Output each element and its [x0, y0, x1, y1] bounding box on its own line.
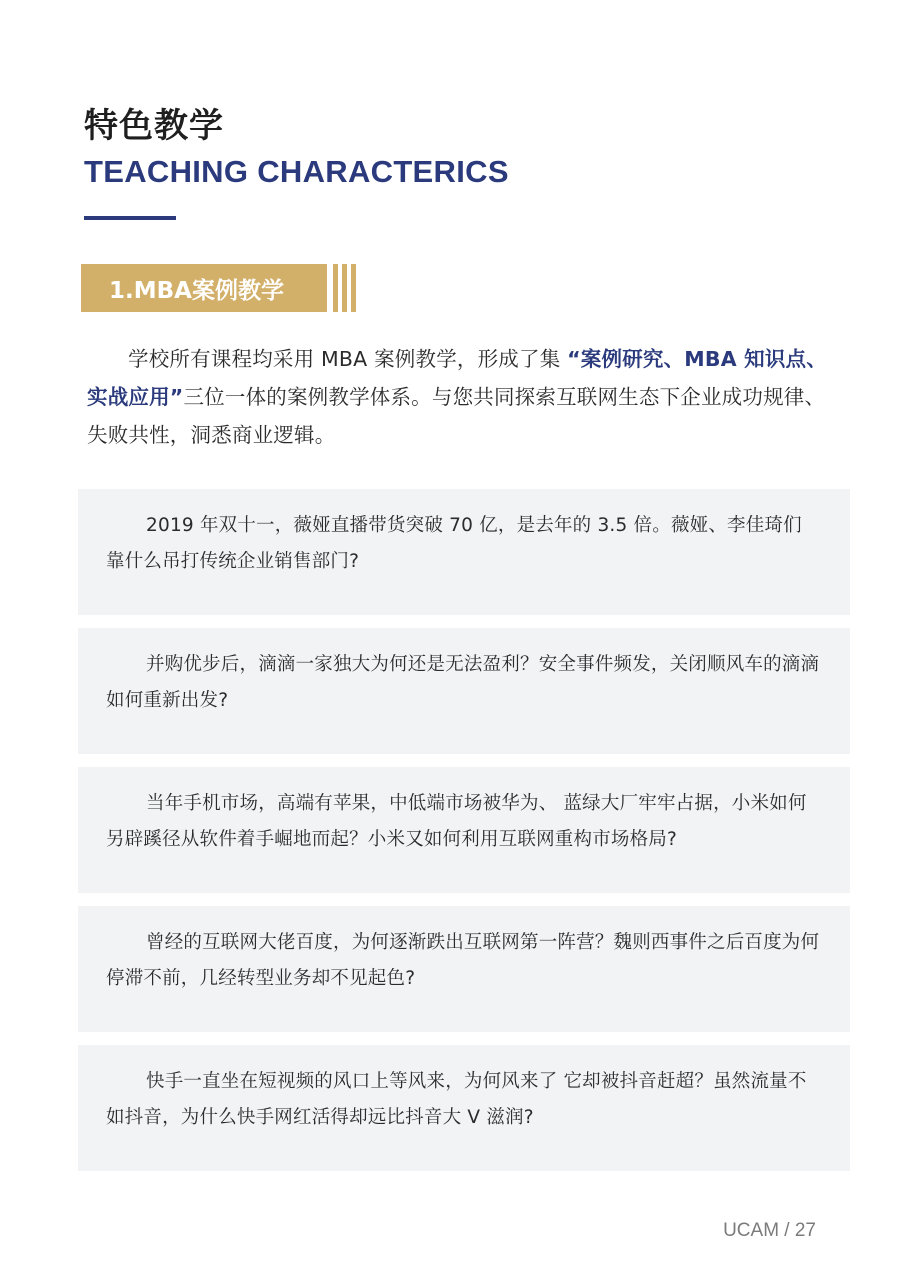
intro-text: 学校所有课程均采用 MBA 案例教学，形成了集 — [128, 347, 568, 371]
section-tag — [81, 264, 356, 312]
case-card — [78, 1045, 850, 1171]
page-number: UCAM / 27 — [723, 1220, 816, 1241]
intro-text: 三位一体的案例教学体系。与您共同探索互联网生态下企业成功规律、失败共性，洞悉商业逻辑。 — [87, 385, 826, 447]
page-title: 特色教学 — [84, 106, 224, 146]
case-text: 快手一直坐在短视频的风口上等风来，为何风来了 它却被抖音赶超？虽然流量不如抖音，为什么快手网红活得却远比抖音大 V 滋润? — [106, 1071, 807, 1128]
page-subtitle-en: TEACHING CHARACTERICS — [84, 154, 509, 189]
title-underline — [84, 216, 176, 220]
intro-paragraph — [87, 340, 827, 454]
section-label: 1.MBA案例教学 — [81, 264, 327, 312]
case-text: 曾经的互联网大佬百度，为何逐渐跌出互联网第一阵营？魏则西事件之后百度为何停滞不前，几经转型业务却不见起色? — [106, 932, 820, 989]
decorative-bar — [351, 264, 356, 312]
decorative-bar — [342, 264, 347, 312]
case-card — [78, 628, 850, 754]
case-text: 当年手机市场，高端有苹果，中低端市场被华为、 蓝绿大厂牢牢占据，小米如何另辟蹊径从软件着手崛地而起？小米又如何利用互联网重构市场格局? — [106, 793, 807, 850]
case-card — [78, 489, 850, 615]
case-text: 并购优步后，滴滴一家独大为何还是无法盈利？安全事件频发，关闭顺风车的滴滴如何重新出发? — [106, 654, 820, 711]
intro-highlight: “案例研究、MBA 知识点、实战应用” — [87, 347, 827, 409]
case-card — [78, 767, 850, 893]
case-text: 2019 年双十一，薇娅直播带货突破 70 亿，是去年的 3.5 倍。薇娅、李佳琦们靠什么吊打传统企业销售部门? — [106, 515, 802, 572]
decorative-bar — [333, 264, 338, 312]
case-card — [78, 906, 850, 1032]
